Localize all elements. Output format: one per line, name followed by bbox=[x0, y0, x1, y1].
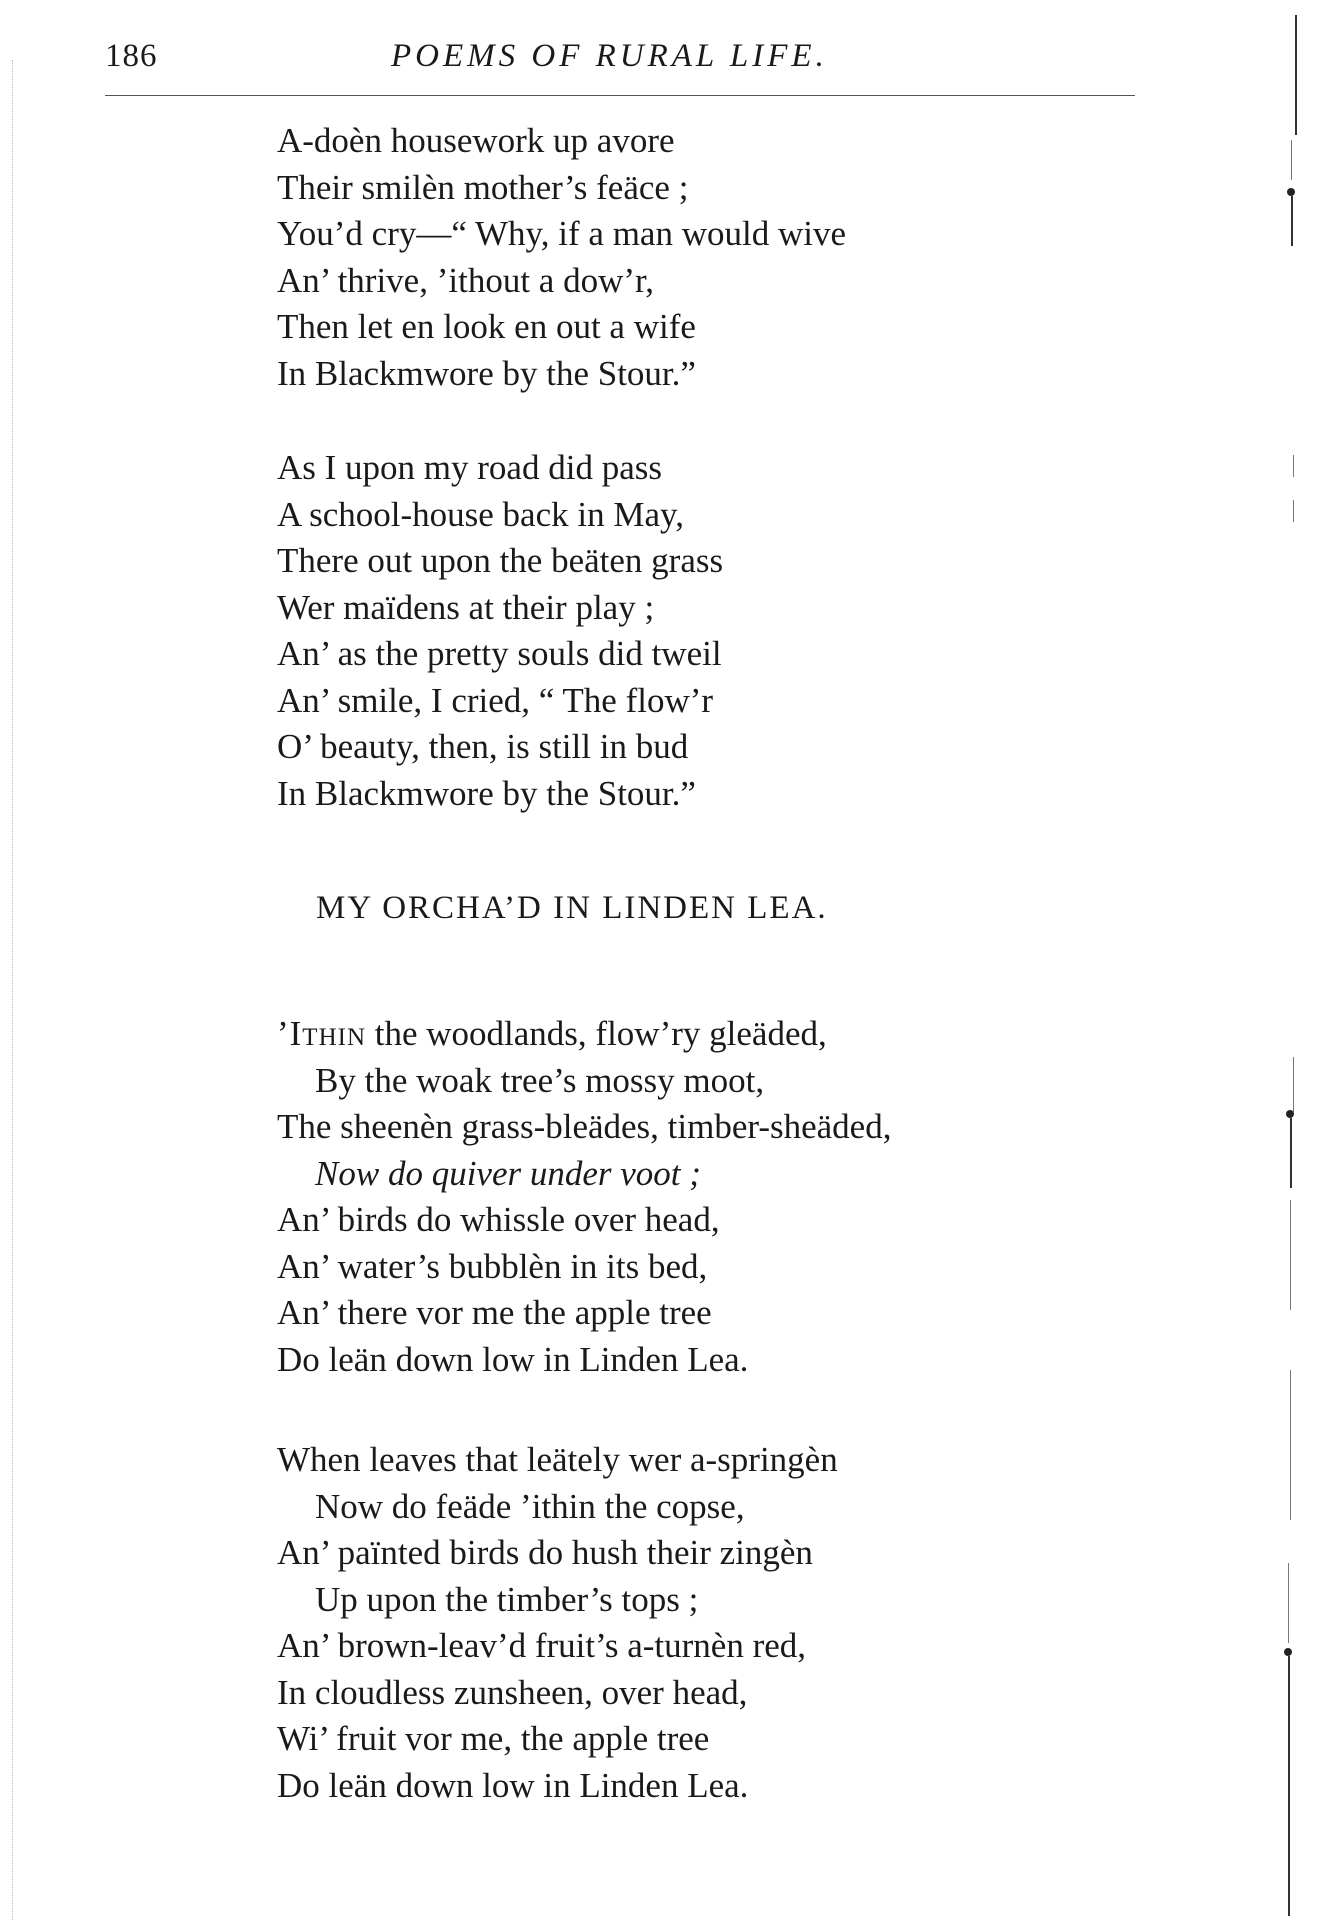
binding-mark bbox=[1290, 1200, 1291, 1310]
drop-word: ’Ithin bbox=[277, 1014, 367, 1053]
page-left-edge bbox=[12, 60, 13, 1920]
verse-line: An’ brown-leav’d fruit’s a-turnèn red, bbox=[277, 1626, 807, 1665]
first-line-rest: the woodlands, flow’ry gleäded, bbox=[366, 1014, 827, 1053]
header-rule bbox=[105, 95, 1135, 96]
poem-title: MY ORCHA’D IN LINDEN LEA. bbox=[316, 890, 828, 926]
binding-mark bbox=[1288, 1656, 1290, 1916]
verse-line: An’ thrive, ’ithout a dow’r, bbox=[277, 260, 655, 300]
binding-mark bbox=[1293, 1057, 1294, 1112]
verse-line: A-doèn housework up avore bbox=[277, 121, 675, 160]
verse-line: An’ as the pretty souls did tweil bbox=[277, 634, 722, 673]
verse-line: Up upon the timber’s tops ; bbox=[315, 1579, 699, 1619]
binding-mark bbox=[1290, 1370, 1291, 1520]
verse-line: In Blackmwore by the Stour.” bbox=[277, 773, 696, 813]
binding-pin bbox=[1284, 1648, 1292, 1656]
verse-line: In Blackmwore by the Stour.” bbox=[277, 353, 696, 393]
verse-line: In cloudless zunsheen, over head, bbox=[277, 1672, 748, 1712]
binding-mark bbox=[1295, 15, 1297, 135]
verse-line: An’ water’s bubblèn in its bed, bbox=[277, 1246, 708, 1286]
verse-line: By the woak tree’s mossy moot, bbox=[315, 1060, 765, 1100]
binding-mark bbox=[1293, 455, 1294, 477]
verse-line: An’ païnted birds do hush their zingèn bbox=[277, 1533, 813, 1572]
running-title: POEMS OF RURAL LIFE. bbox=[391, 38, 828, 74]
poem-stanza-1 bbox=[277, 1011, 891, 1383]
binding-mark bbox=[1293, 500, 1294, 522]
binding-mark bbox=[1288, 1563, 1289, 1643]
verse-line: Wi’ fruit vor me, the apple tree bbox=[277, 1719, 710, 1758]
stanza-continuation-1 bbox=[277, 118, 846, 397]
verse-line: Do leän down low in Linden Lea. bbox=[277, 1765, 749, 1805]
verse-line: The sheenèn grass-bleädes, timber-sheäded, bbox=[277, 1107, 892, 1146]
binding-pin bbox=[1286, 1110, 1294, 1118]
verse-line: An’ there vor me the apple tree bbox=[277, 1293, 712, 1332]
stanza-continuation-2 bbox=[277, 445, 723, 817]
binding-mark bbox=[1291, 196, 1293, 246]
poem-stanza-2 bbox=[277, 1437, 838, 1809]
verse-line: As I upon my road did pass bbox=[277, 448, 662, 487]
verse-line: Then let en look en out a wife bbox=[277, 307, 696, 346]
verse-line: Wer maïdens at their play ; bbox=[277, 587, 655, 627]
binding-pin bbox=[1287, 188, 1295, 196]
page-number: 186 bbox=[105, 38, 158, 74]
verse-line: When leaves that leätely wer a-springèn bbox=[277, 1440, 838, 1479]
verse-line: Their smilèn mother’s feäce ; bbox=[277, 167, 689, 207]
verse-line: Now do feäde ’ithin the copse, bbox=[315, 1486, 745, 1526]
verse-line: You’d cry—“ Why, if a man would wive bbox=[277, 214, 846, 253]
verse-line: A school-house back in May, bbox=[277, 494, 684, 534]
binding-mark bbox=[1290, 1118, 1292, 1188]
binding-mark bbox=[1291, 140, 1292, 180]
verse-line: An’ smile, I cried, “ The flow’r bbox=[277, 680, 714, 720]
verse-line-first bbox=[277, 1011, 891, 1058]
verse-line: O’ beauty, then, is still in bud bbox=[277, 727, 689, 766]
verse-line: Do leän down low in Linden Lea. bbox=[277, 1339, 749, 1379]
verse-line: Now do quiver under voot ; bbox=[315, 1153, 701, 1193]
verse-line: An’ birds do whissle over head, bbox=[277, 1200, 720, 1239]
running-header bbox=[105, 38, 1135, 88]
verse-line: There out upon the beäten grass bbox=[277, 541, 724, 580]
